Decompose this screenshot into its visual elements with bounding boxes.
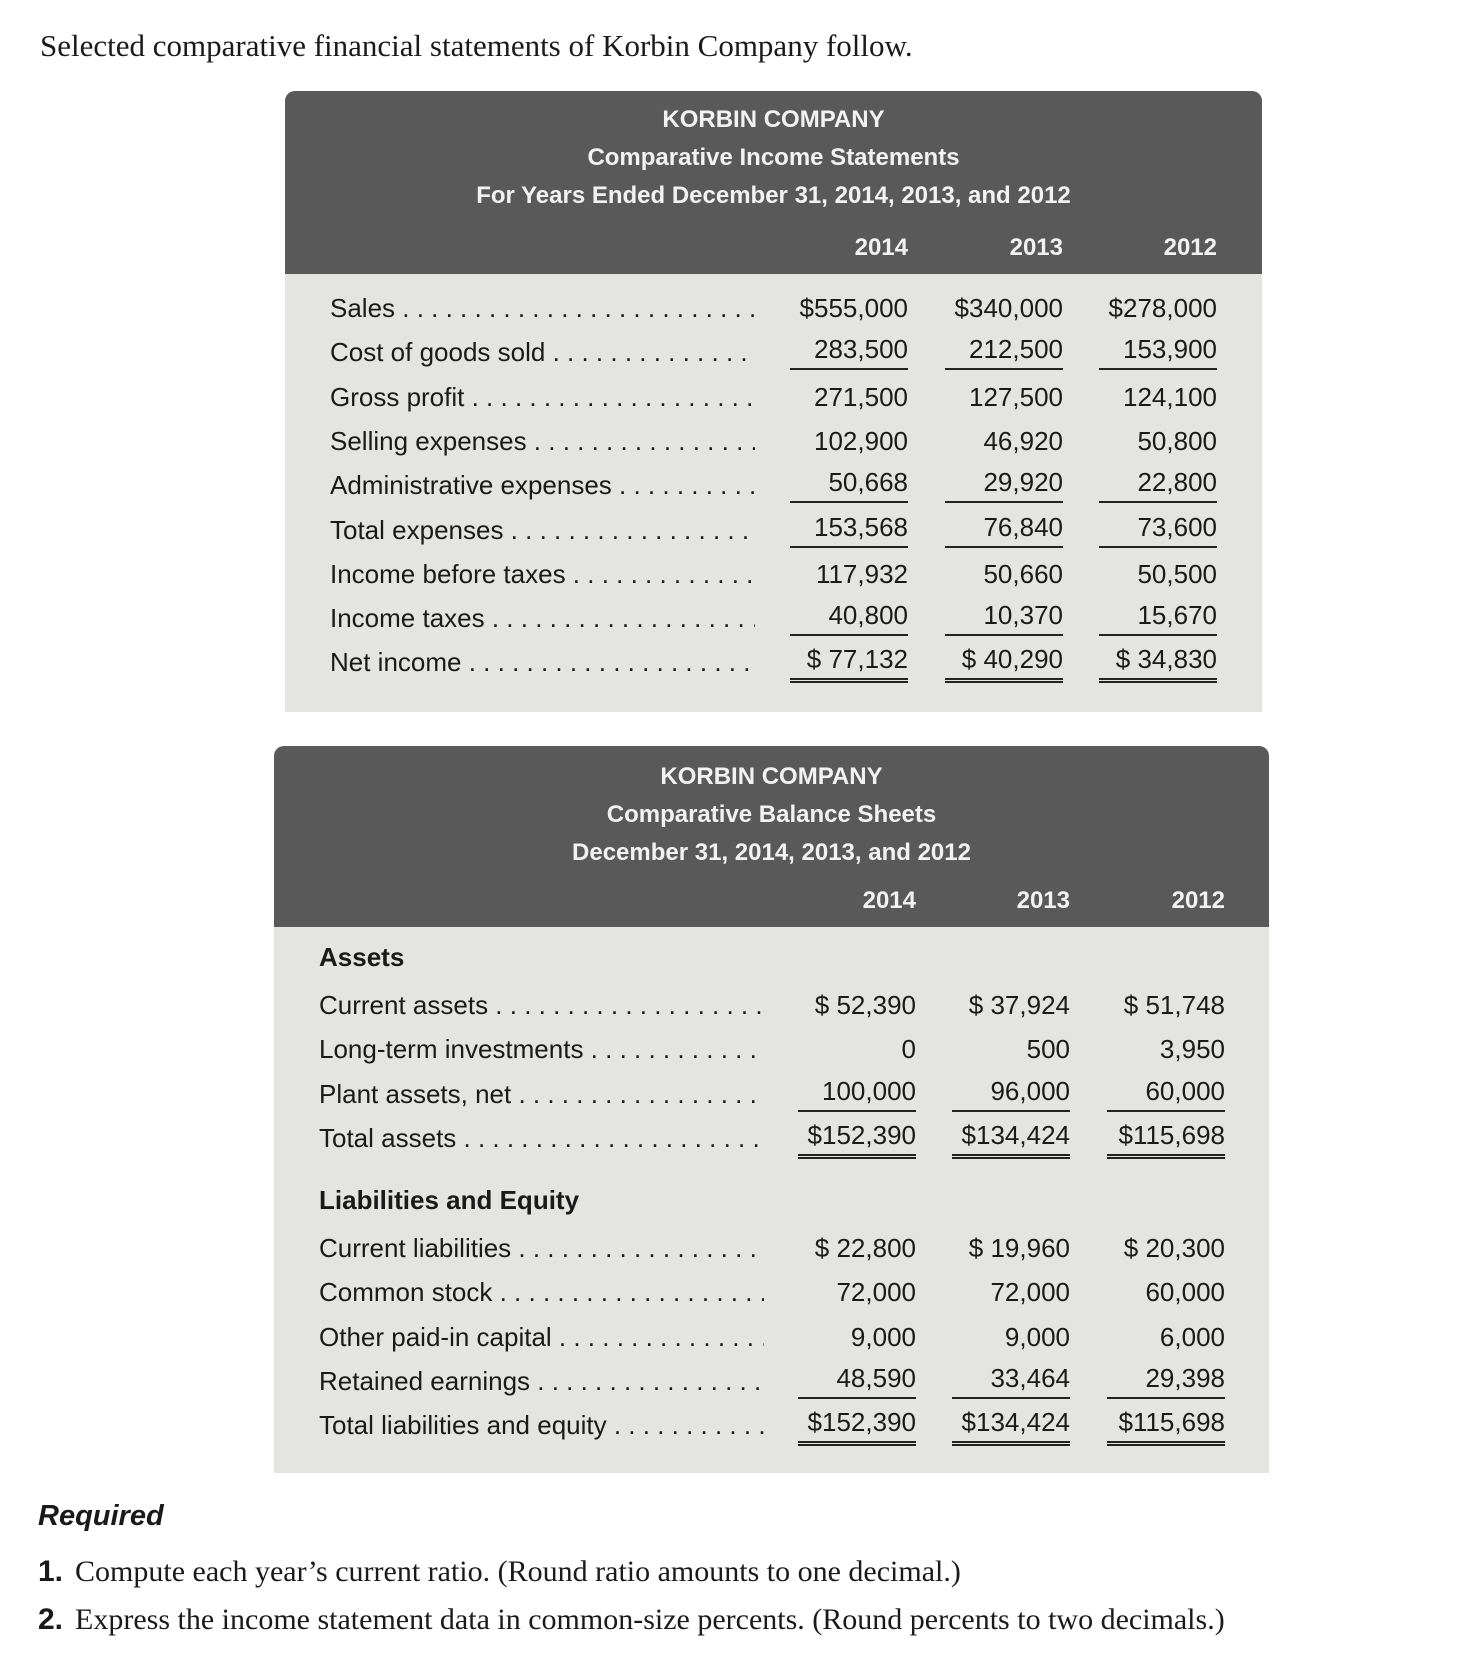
cell-value: $340,000 [954, 293, 1063, 323]
cell-value: $278,000 [1108, 293, 1217, 323]
table-row [274, 983, 1269, 1027]
liabilities-heading: Liabilities and Equity [319, 1185, 580, 1215]
income-header [285, 91, 1262, 274]
cell-value: 50,800 [1137, 425, 1217, 456]
row-label: Total expenses . . . [330, 508, 755, 552]
cell-value: $115,698 [1107, 1403, 1225, 1446]
table-row [274, 1072, 1269, 1116]
year-header: 2014 [862, 887, 916, 914]
statement-period: For Years Ended December 31, 2014, 2013, and 2012 [476, 182, 1071, 209]
cell-value: 72,000 [990, 1277, 1070, 1308]
balance-sheet [274, 746, 1269, 1473]
cell-value: 29,398 [1107, 1359, 1225, 1399]
cell-value: $ 22,800 [814, 1233, 916, 1263]
table-row [274, 1027, 1269, 1071]
cell-value: 3,950 [1159, 1034, 1225, 1065]
cell-value: 33,464 [952, 1359, 1070, 1399]
row-label: Gross profit . . . [330, 375, 755, 419]
year-header: 2013 [1016, 887, 1070, 914]
table-row [285, 419, 1262, 463]
row-label: Common stock . . . [319, 1270, 764, 1314]
balance-header [274, 746, 1269, 927]
cell-value: $ 77,132 [790, 640, 908, 683]
table-row [285, 596, 1262, 640]
item-text: Express the income statement data in common-size percents. (Round percents to two decimals.) [75, 1603, 1225, 1636]
cell-value: $ 34,830 [1099, 640, 1217, 683]
table-row [274, 1226, 1269, 1270]
cell-value: $555,000 [799, 293, 908, 323]
cell-value: $152,390 [798, 1403, 916, 1446]
intro-text: Selected comparative financial statements of Korbin Company follow. [40, 28, 913, 63]
cell-value: 212,500 [945, 330, 1063, 370]
row-label: Income before taxes . . . [330, 552, 755, 596]
cell-value: 50,500 [1137, 558, 1217, 589]
row-label: Cost of goods sold . . . [330, 330, 755, 374]
cell-value: 0 [901, 1034, 916, 1065]
year-header: 2012 [1163, 234, 1217, 261]
cell-value: 46,920 [983, 425, 1063, 456]
cell-value: 500 [1026, 1034, 1070, 1065]
required-item [38, 1603, 1225, 1637]
company-name: KORBIN COMPANY [662, 106, 885, 133]
cell-value: 9,000 [850, 1321, 916, 1352]
statement-title: Comparative Balance Sheets [606, 801, 937, 828]
cell-value: $ 51,748 [1123, 990, 1225, 1020]
cell-value: $134,424 [952, 1403, 1070, 1446]
income-statement [285, 91, 1262, 712]
cell-value: $ 20,300 [1123, 1233, 1225, 1263]
cell-value: 6,000 [1159, 1321, 1225, 1352]
table-row [274, 1270, 1269, 1314]
year-header: 2012 [1171, 887, 1225, 914]
cell-value: $ 37,924 [968, 990, 1070, 1020]
cell-value: 153,900 [1099, 330, 1217, 370]
table-row [274, 1403, 1269, 1447]
row-label: Administrative expenses . . . [330, 463, 755, 507]
row-label: Current liabilities . . . [319, 1226, 764, 1270]
table-row [285, 286, 1262, 330]
row-label: Long-term investments . . . [319, 1027, 764, 1071]
cell-value: 48,590 [798, 1359, 916, 1399]
cell-value: 60,000 [1145, 1277, 1225, 1308]
cell-value: $ 52,390 [814, 990, 916, 1020]
item-number: 1. [38, 1555, 64, 1588]
cell-value: $ 40,290 [945, 640, 1063, 683]
statement-title: Comparative Income Statements [587, 144, 960, 171]
cell-value: 271,500 [814, 381, 908, 412]
cell-value: 127,500 [969, 381, 1063, 412]
cell-value: 124,100 [1123, 381, 1217, 412]
cell-value: 72,000 [836, 1277, 916, 1308]
table-row [285, 375, 1262, 419]
row-label: Net income . . . [330, 640, 755, 684]
required-heading: Required [38, 1500, 164, 1532]
table-row [274, 1359, 1269, 1403]
row-label: Plant assets, net . . . [319, 1072, 764, 1116]
table-row [274, 1116, 1269, 1160]
table-row [285, 330, 1262, 374]
row-label: Other paid-in capital . . . [319, 1315, 764, 1359]
year-header: 2014 [854, 234, 908, 261]
company-name: KORBIN COMPANY [660, 763, 883, 790]
cell-value: $152,390 [798, 1116, 916, 1159]
cell-value: 100,000 [798, 1072, 916, 1112]
cell-value: 102,900 [814, 425, 908, 456]
required-item [38, 1555, 961, 1589]
cell-value: $115,698 [1107, 1116, 1225, 1159]
row-label: Retained earnings . . . [319, 1359, 764, 1403]
row-label: Total liabilities and equity . . . [319, 1403, 764, 1447]
cell-value: 29,920 [945, 463, 1063, 503]
assets-heading: Assets [319, 942, 405, 972]
year-headers [285, 234, 1262, 264]
cell-value: 117,932 [815, 558, 908, 589]
row-label: Current assets . . . [319, 983, 764, 1027]
cell-value: 283,500 [790, 330, 908, 370]
cell-value: 50,660 [983, 558, 1063, 589]
table-row [285, 552, 1262, 596]
statement-period: December 31, 2014, 2013, and 2012 [572, 839, 971, 866]
cell-value: 22,800 [1099, 463, 1217, 503]
cell-value: 60,000 [1107, 1072, 1225, 1112]
cell-value: $ 19,960 [968, 1233, 1070, 1263]
year-header: 2013 [1009, 234, 1063, 261]
row-label: Selling expenses . . . [330, 419, 755, 463]
item-number: 2. [38, 1603, 64, 1636]
table-row [285, 508, 1262, 552]
cell-value: 73,600 [1099, 508, 1217, 548]
year-headers [274, 887, 1269, 917]
cell-value: 10,370 [945, 596, 1063, 636]
table-row [285, 640, 1262, 684]
cell-value: 40,800 [790, 596, 908, 636]
table-row [274, 1315, 1269, 1359]
table-row [285, 463, 1262, 507]
cell-value: 15,670 [1099, 596, 1217, 636]
cell-value: 153,568 [790, 508, 908, 548]
row-label: Total assets . . . [319, 1116, 764, 1160]
cell-value: $134,424 [952, 1116, 1070, 1159]
cell-value: 50,668 [790, 463, 908, 503]
item-text: Compute each year’s current ratio. (Round ratio amounts to one decimal.) [75, 1555, 961, 1588]
cell-value: 96,000 [952, 1072, 1070, 1112]
row-label: Income taxes . . . [330, 596, 755, 640]
cell-value: 76,840 [945, 508, 1063, 548]
cell-value: 9,000 [1004, 1321, 1070, 1352]
row-label: Sales . . . [330, 286, 755, 330]
